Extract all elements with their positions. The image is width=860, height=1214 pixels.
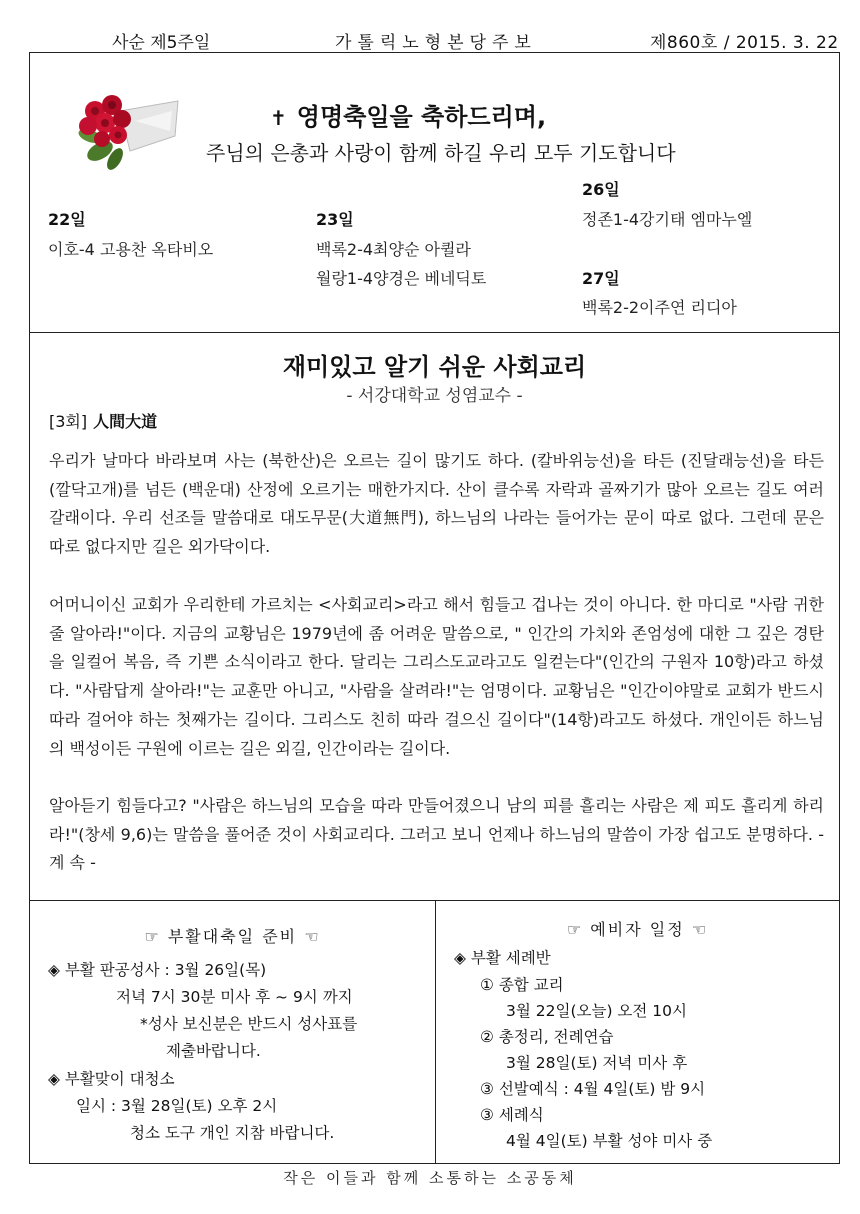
feast-day-27: 27일 bbox=[582, 269, 620, 288]
easter-item: 청소 도구 개인 지참 바랍니다. bbox=[130, 1124, 335, 1142]
episode-number: [3회] bbox=[49, 412, 88, 431]
feast-title-text: 영명축일을 축하드리며, bbox=[296, 103, 547, 131]
easter-prep-section bbox=[29, 900, 436, 1164]
catechumen-item: 3월 28일(토) 저녁 미사 후 bbox=[506, 1054, 688, 1072]
easter-item: ◈ 부활맞이 대청소 bbox=[48, 1070, 175, 1088]
feast-name: 월랑1-4양경은 베네딕토 bbox=[316, 269, 487, 288]
feast-day-23: 23일 bbox=[316, 210, 354, 229]
feast-name: 이호-4 고용찬 옥타비오 bbox=[48, 240, 214, 259]
feast-name: 정존1-4강기태 엠마누엘 bbox=[582, 210, 753, 229]
easter-item: 제출바랍니다. bbox=[166, 1042, 261, 1060]
rose-bouquet-icon bbox=[60, 81, 180, 176]
feast-name: 백록2-4최양순 아퀼라 bbox=[316, 240, 471, 259]
feast-title bbox=[270, 97, 546, 132]
issue-number-date: 제860호 / 2015. 3. 22 bbox=[650, 33, 839, 53]
doctrine-episode bbox=[49, 409, 157, 432]
easter-item: *성사 보신분은 반드시 성사표를 bbox=[140, 1015, 358, 1033]
catechumen-item: ◈ 부활 세례반 bbox=[454, 949, 551, 967]
footer-motto: 작은 이들과 함께 소통하는 소공동체 bbox=[283, 1169, 577, 1187]
doctrine-paragraph: 알아듣기 힘들다고? "사람은 하느님의 모습을 따라 만들어졌으니 남의 피를 흘리는 사람은 제 피도 흘리게 하리라!"(창세 9,6)는 말씀을 풀어준 것이 사회교리다. 그러고 보니 언제나 하느님의 말씀이 가장 쉽고도 분명하다. - 계 속 - bbox=[49, 796, 824, 873]
easter-item: 저녁 7시 30분 미사 후 ~ 9시 까지 bbox=[116, 988, 353, 1006]
catechumen-item: ③ 선발예식 : 4월 4일(토) 밤 9시 bbox=[480, 1080, 706, 1098]
catechumen-item: ② 총정리, 전례연습 bbox=[480, 1028, 614, 1046]
catechumen-item: 4월 4일(토) 부활 성야 미사 중 bbox=[506, 1132, 713, 1150]
catechumen-item: 3월 22일(오늘) 오전 10시 bbox=[506, 1002, 687, 1020]
doctrine-paragraph: 어머니이신 교회가 우리한테 가르치는 <사회교리>라고 해서 힘들고 겁나는 것이 아니다. 한 마디로 "사람 귀한 줄 알아라!"이다. 지금의 교황님은 1979년에 좀 어려운 말씀으로, " 인간의 가치와 존엄성에 대한 그 깊은 경탄을 일컬어 복음, 즉 기쁜 소식이라고 한다. 달리는 그리스도교라고도 일컫는다"(인간의 구원자 10항)라고 하셨다. "사람답게 살아라!"는 교훈만 아니고, "사람을 살려라!"는 엄명이다. 교황님은 "인간이야말로 교회가 반드시 따라 걸어야 하는 첫째가는 길이다. 그리스도 친히 따라 걸으신 길이다"(14항)라고도 하셨다. 개인이든 하느님의 백성이든 구원에 이르는 길은 외길, 인간이라는 길이다. bbox=[49, 595, 824, 758]
feast-day-22: 22일 bbox=[48, 210, 86, 229]
feast-day-26: 26일 bbox=[582, 180, 620, 199]
cross-icon: ✝ bbox=[270, 106, 287, 130]
easter-heading: ☞ 부활대축일 준비 ☜ bbox=[144, 927, 321, 946]
catechumen-heading: ☞ 예비자 일정 ☜ bbox=[566, 920, 709, 939]
easter-item: ◈ 부활 판공성사 : 3월 26일(목) bbox=[48, 961, 267, 979]
feast-day-section bbox=[29, 52, 840, 333]
feast-name: 백록2-2이주연 리디아 bbox=[582, 298, 737, 317]
doctrine-paragraph: 우리가 날마다 바라보며 사는 (북한산)은 오르는 길이 많기도 하다. (칼바위능선)을 타든 (진달래능선)을 타든 (깔닥고개)를 넘든 (백운대) 산정에 오르기는 매한가지다. 산이 클수록 자락과 골짜기가 많아 오르는 길도 여러갈래이다. 우리 선조들 말씀대로 대도무문(大道無門), 하느님의 나라는 들어가는 문이 따로 없다. 그런데 문은 따로 없다지만 길은 외가닥이다. bbox=[49, 451, 824, 557]
catechumen-item: ① 종합 교리 bbox=[480, 976, 564, 994]
doctrine-title: 재미있고 알기 쉬운 사회교리 bbox=[282, 353, 587, 381]
easter-item: 일시 : 3월 28일(토) 오후 2시 bbox=[76, 1097, 278, 1115]
catechumen-item: ③ 세례식 bbox=[480, 1106, 544, 1124]
doctrine-author: - 서강대학교 성염교수 - bbox=[346, 386, 523, 406]
episode-title: 人間大道 bbox=[93, 412, 158, 431]
social-doctrine-section bbox=[29, 332, 840, 901]
catechumen-schedule-section bbox=[435, 900, 840, 1164]
issue-week: 사순 제5주일 bbox=[112, 33, 211, 53]
bulletin-name: 가톨릭노형본당주보 bbox=[335, 33, 537, 53]
feast-subtitle: 주님의 은총과 사랑이 함께 하길 우리 모두 기도합니다 bbox=[206, 141, 676, 165]
